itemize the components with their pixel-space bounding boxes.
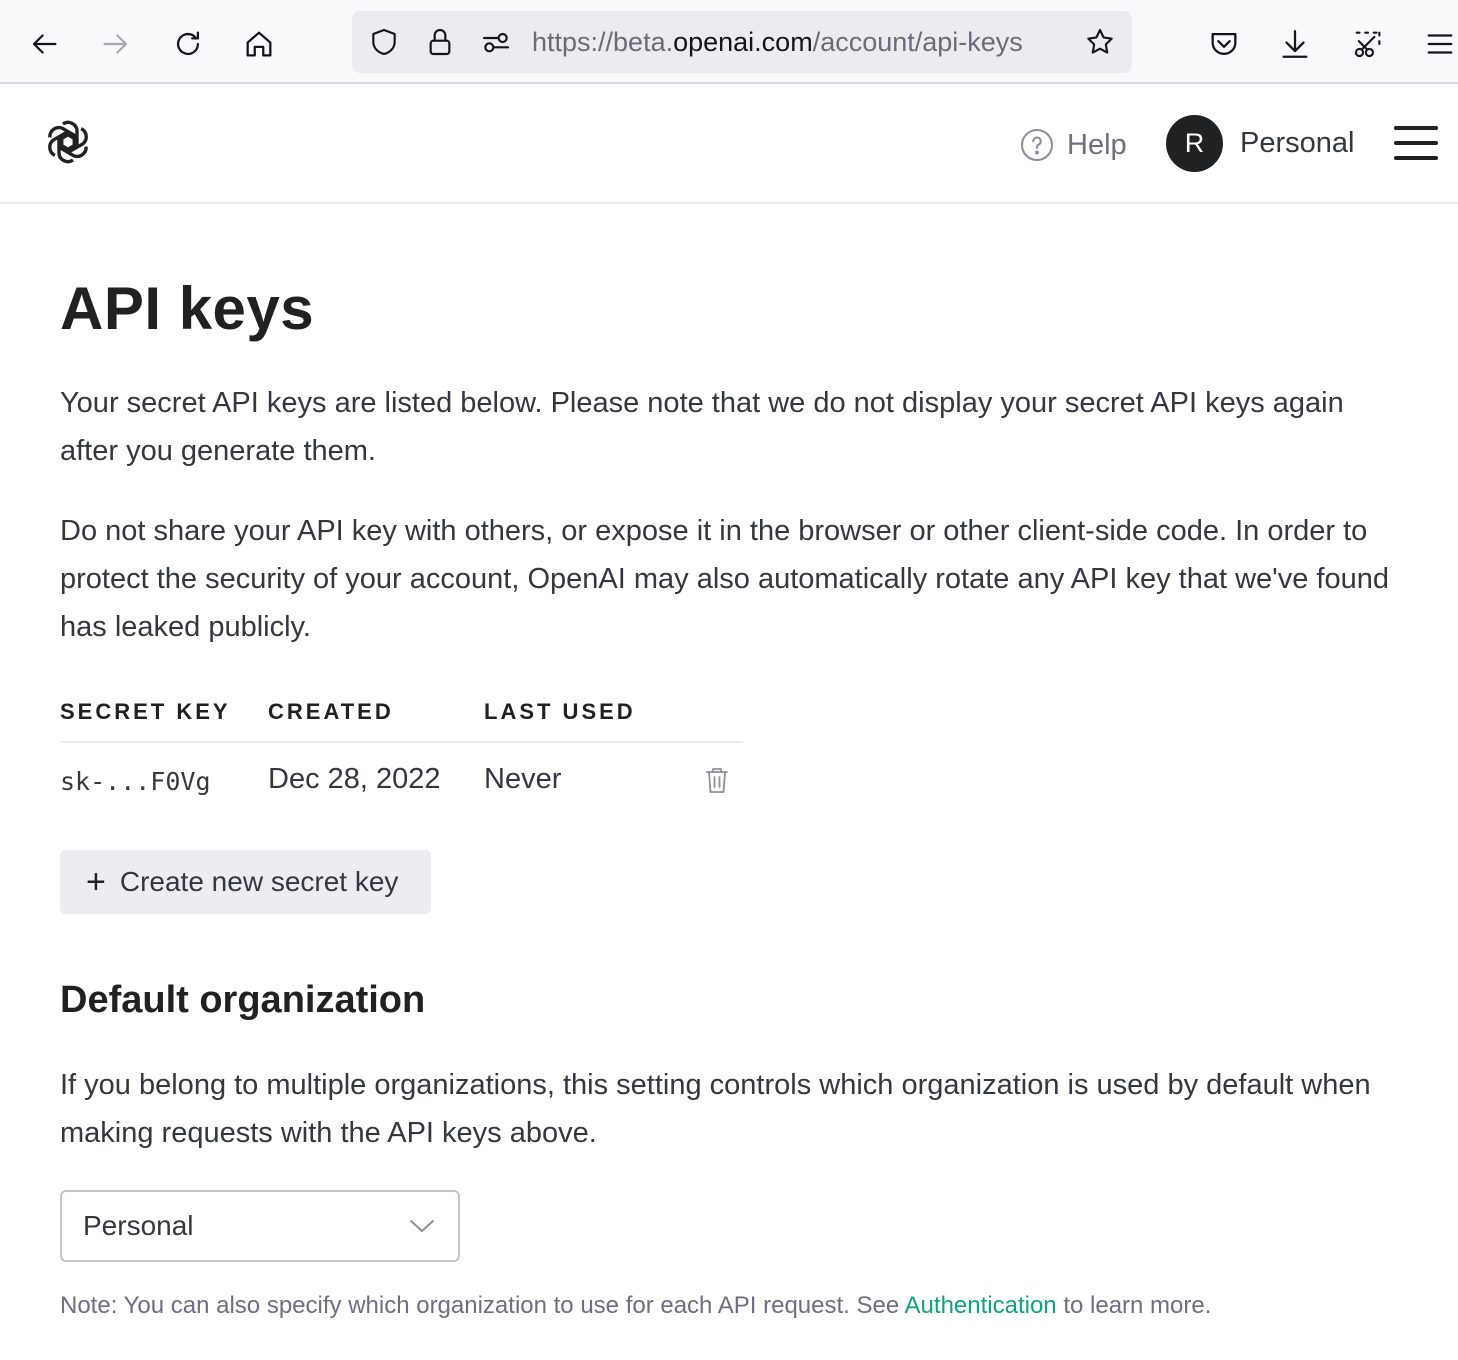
download-icon[interactable] bbox=[1273, 22, 1317, 66]
warning-paragraph: Do not share your API key with others, or expose it in the browser or other client-side code. In order to protect the security of your account, OpenAI may also automatically rotate any API key that we've found has leaked publicly. bbox=[60, 515, 1389, 643]
hamburger-menu-icon[interactable] bbox=[1394, 124, 1440, 162]
menu-icon[interactable] bbox=[1418, 22, 1458, 66]
browser-toolbar bbox=[0, 0, 1458, 84]
lock-icon[interactable] bbox=[423, 25, 457, 59]
default-org-title: Default organization bbox=[60, 979, 426, 1021]
organization-note: Note: You can also specify which organization to use for each API request. See Authentication to learn more. bbox=[60, 1292, 1212, 1319]
help-icon bbox=[1019, 127, 1055, 163]
openai-logo-icon[interactable] bbox=[42, 116, 94, 168]
permissions-icon[interactable] bbox=[479, 25, 513, 59]
intro-paragraph: Your secret API keys are listed below. Please note that we do not display your secret API keys again after you generate them. bbox=[60, 387, 1344, 467]
table-divider bbox=[60, 741, 743, 743]
account-label: Personal bbox=[1240, 126, 1355, 159]
bookmark-star-icon[interactable] bbox=[1083, 25, 1117, 59]
page-title: API keys bbox=[60, 275, 315, 342]
last-used-cell: Never bbox=[484, 763, 562, 795]
help-link[interactable] bbox=[1019, 126, 1127, 164]
organization-select-value: Personal bbox=[83, 1210, 194, 1241]
screenshot-icon[interactable] bbox=[1346, 22, 1390, 66]
delete-key-trash-icon[interactable] bbox=[704, 765, 730, 795]
column-header-created: CREATED bbox=[268, 699, 394, 724]
chevron-down-icon bbox=[408, 1216, 436, 1236]
column-header-secret-key: SECRET KEY bbox=[60, 699, 231, 724]
create-secret-key-button[interactable] bbox=[60, 850, 431, 914]
created-cell: Dec 28, 2022 bbox=[268, 763, 441, 795]
avatar: R bbox=[1166, 115, 1223, 172]
default-org-description: If you belong to multiple organizations, this setting controls which organization is used by default when making requests with the API keys above. bbox=[60, 1069, 1371, 1149]
reload-icon[interactable] bbox=[166, 22, 210, 66]
forward-icon[interactable] bbox=[94, 22, 138, 66]
home-icon[interactable] bbox=[237, 22, 281, 66]
column-header-last-used: LAST USED bbox=[484, 699, 636, 724]
url-text[interactable]: https://beta.openai.com/account/api-keys bbox=[532, 27, 1023, 57]
help-label: Help bbox=[1067, 128, 1127, 161]
shield-icon[interactable] bbox=[367, 25, 401, 59]
create-button-label: Create new secret key bbox=[119, 866, 399, 897]
pocket-icon[interactable] bbox=[1202, 22, 1246, 66]
organization-select[interactable] bbox=[60, 1190, 460, 1262]
plus-icon: + bbox=[86, 863, 106, 901]
account-switcher[interactable] bbox=[1166, 114, 1354, 172]
url-bar[interactable] bbox=[352, 11, 1132, 73]
back-icon[interactable] bbox=[22, 22, 66, 66]
secret-key-cell: sk-...F0Vg bbox=[60, 767, 211, 796]
authentication-link[interactable]: Authentication bbox=[904, 1292, 1057, 1319]
site-header bbox=[0, 86, 1458, 204]
